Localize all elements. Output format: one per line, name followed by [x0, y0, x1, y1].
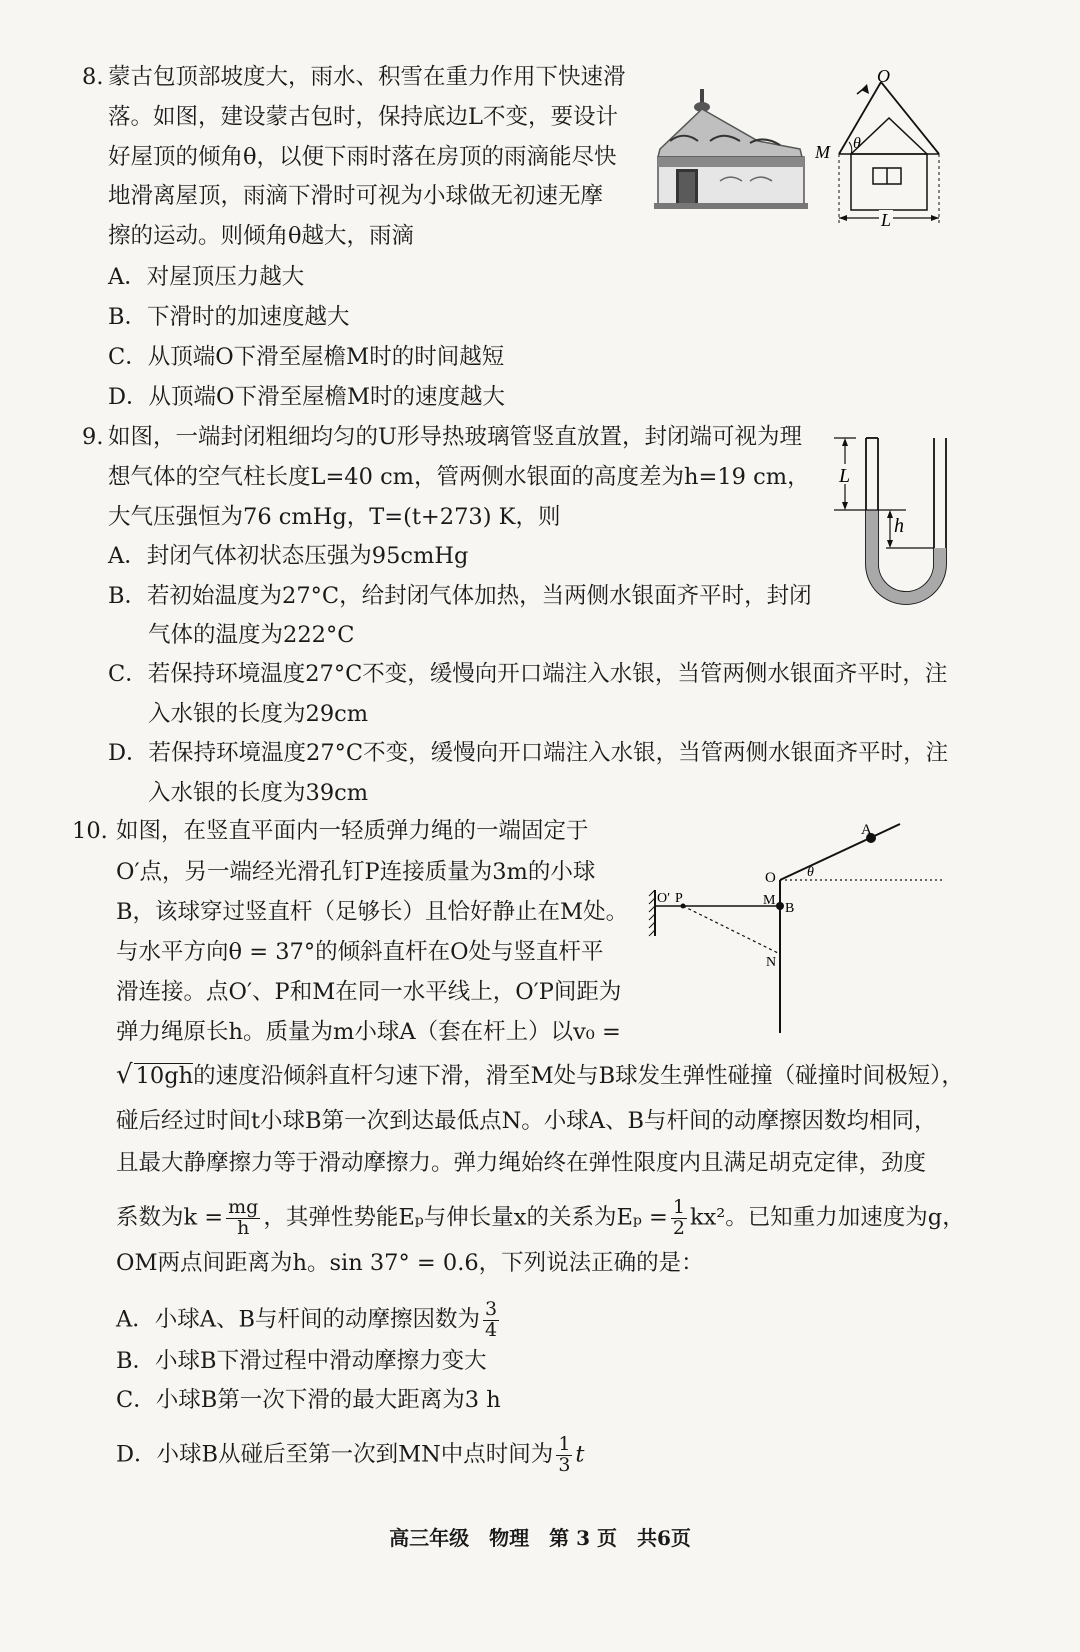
q10-number: 10. — [72, 818, 108, 844]
q8-stem-line-4: 地滑离屋顶，雨滴下滑时可视为小球做无初速无摩 — [108, 183, 604, 209]
k-fraction: $\frac{mg}{h}$ — [228, 1196, 259, 1239]
q10-sqrt-expr: 10gh — [135, 1063, 194, 1089]
q8-fig-label-o: O — [877, 68, 890, 86]
page-footer: 高三年级 物理 第 3 页 共6页 — [389, 1526, 691, 1550]
q10-option-a: A．小球A、B与杆间的动摩擦因数为 $\frac{3}{4}$ — [116, 1298, 498, 1341]
q10-stem-line-11: OM两点间距离为h。sin 37° = 0.6，下列说法正确的是： — [116, 1250, 704, 1276]
q9-number: 9. — [82, 424, 104, 450]
q10-stem-line-5: 滑连接。点O′、P和M在同一水平线上，O′P间距为 — [116, 979, 622, 1005]
q10-fig-label-m: M — [763, 893, 776, 908]
q8-number: 8. — [82, 64, 104, 90]
q9-stem-line-3: 大气压强恒为76 cmHg，T=(t+273) K，则 — [108, 504, 561, 530]
q8-fig-label-l: L — [881, 210, 892, 230]
mu-fraction: $\frac{3}{4}$ — [485, 1298, 498, 1341]
q10-fig-label-p: P — [675, 891, 683, 906]
q10-stem-line-3: B，该球穿过竖直杆（足够长）且恰好静止在M处。 — [116, 899, 629, 925]
ep-fraction: $\frac{1}{2}$ — [672, 1196, 685, 1239]
q9-option-d-line-2: 入水银的长度为39cm — [148, 780, 369, 806]
q8-option-b: B．下滑时的加速度越大 — [108, 304, 350, 330]
q8-option-d: D．从顶端O下滑至屋檐M时的速度越大 — [108, 384, 506, 410]
q8-stem-line-2: 落。如图，建设蒙古包时，保持底边L不变，要设计 — [108, 104, 618, 130]
q10-stem-line-10: 系数为k = $\frac{mg}{h}$ ，其弹性势能Eₚ与伸长量x的关系为Eₚ = $\frac{1}{2}$ kx²。已知重力加速度为g， — [116, 1196, 965, 1239]
q8-stem-line-1: 蒙古包顶部坡度大，雨水、积雪在重力作用下快速滑 — [108, 64, 626, 90]
q8-option-c: C．从顶端O下滑至屋檐M时的时间越短 — [108, 344, 505, 370]
q8-stem-line-5: 擦的运动。则倾角θ越大，雨滴 — [108, 223, 415, 249]
q8-roof-diagram — [815, 68, 950, 233]
q9-fig-label-l: L — [839, 465, 851, 487]
q9-option-c-line-2: 入水银的长度为29cm — [148, 701, 369, 727]
q10-stem-line-4: 与水平方向θ = 37°的倾斜直杆在O处与竖直杆平 — [116, 939, 604, 965]
q10-stem-line-1: 如图，在竖直平面内一轻质弹力绳的一端固定于 — [116, 818, 589, 844]
q10-fig-label-theta: θ — [807, 865, 814, 880]
q10-option-d: D．小球B从碰后至第一次到MN中点时间为 $\frac{1}{3}$ t — [116, 1433, 585, 1476]
q10-option-c: C．小球B第一次下滑的最大距离为3 h — [116, 1387, 501, 1413]
q10-stem-line-7: √ 10gh的速度沿倾斜直杆匀速下滑，滑至M处与B球发生弹性碰撞（碰撞时间极短）， — [116, 1060, 964, 1090]
q10-stem-line-8: 碰后经过时间t小球B第一次到达最低点N。小球A、B与杆间的动摩擦因数均相同， — [116, 1108, 937, 1134]
time-fraction: $\frac{1}{3}$ — [558, 1433, 571, 1476]
q9-stem-line-2: 想气体的空气柱长度L=40 cm，管两侧水银面的高度差为h=19 cm， — [108, 464, 810, 490]
q9-option-a: A．封闭气体初状态压强为95cmHg — [108, 543, 469, 569]
q9-option-b-line-2: 气体的温度为222°C — [148, 622, 355, 648]
q8-option-a: A．对屋顶压力越大 — [108, 264, 305, 290]
q10-fig-label-o: O — [765, 870, 776, 886]
q10-line7-text: 的速度沿倾斜直杆匀速下滑，滑至M处与B球发生弹性碰撞（碰撞时间极短）， — [193, 1063, 964, 1089]
q10-stem-line-9: 且最大静摩擦力等于滑动摩擦力。弹力绳始终在弹性限度内且满足胡克定律，劲度 — [116, 1150, 927, 1176]
q8-fig-label-m: M — [815, 142, 830, 162]
q9-option-c-line-1: C．若保持环境温度27°C不变，缓慢向开口端注入水银，当管两侧水银面齐平时，注 — [108, 661, 948, 687]
q8-fig-label-theta: θ — [853, 135, 861, 152]
q9-u-tube-diagram — [826, 432, 956, 622]
q10-fig-label-n: N — [766, 955, 777, 970]
q10-stem-line-2: O′点，另一端经光滑孔钉P连接质量为3m的小球 — [116, 859, 596, 885]
yurt-image — [650, 85, 820, 220]
q10-fig-label-a: A — [861, 822, 872, 838]
q9-option-d-line-1: D．若保持环境温度27°C不变，缓慢向开口端注入水银，当管两侧水银面齐平时，注 — [108, 740, 949, 766]
q9-option-b-line-1: B．若初始温度为27°C，给封闭气体加热，当两侧水银面齐平时，封闭 — [108, 583, 812, 609]
q10-option-b: B．小球B下滑过程中滑动摩擦力变大 — [116, 1348, 487, 1374]
q10-fig-label-oprime: O′ — [657, 891, 671, 906]
q8-stem-line-3: 好屋顶的倾角θ，以便下雨时落在房顶的雨滴能尽快 — [108, 144, 617, 170]
q10-rod-diagram — [645, 818, 965, 1043]
q10-fig-label-b: B — [785, 901, 795, 916]
q9-fig-label-h: h — [894, 515, 904, 537]
q10-stem-line-6: 弹力绳原长h。质量为m小球A（套在杆上）以v₀ = — [116, 1019, 621, 1045]
ball-b — [776, 902, 784, 910]
q9-stem-line-1: 如图，一端封闭粗细均匀的U形导热玻璃管竖直放置，封闭端可视为理 — [108, 424, 802, 450]
